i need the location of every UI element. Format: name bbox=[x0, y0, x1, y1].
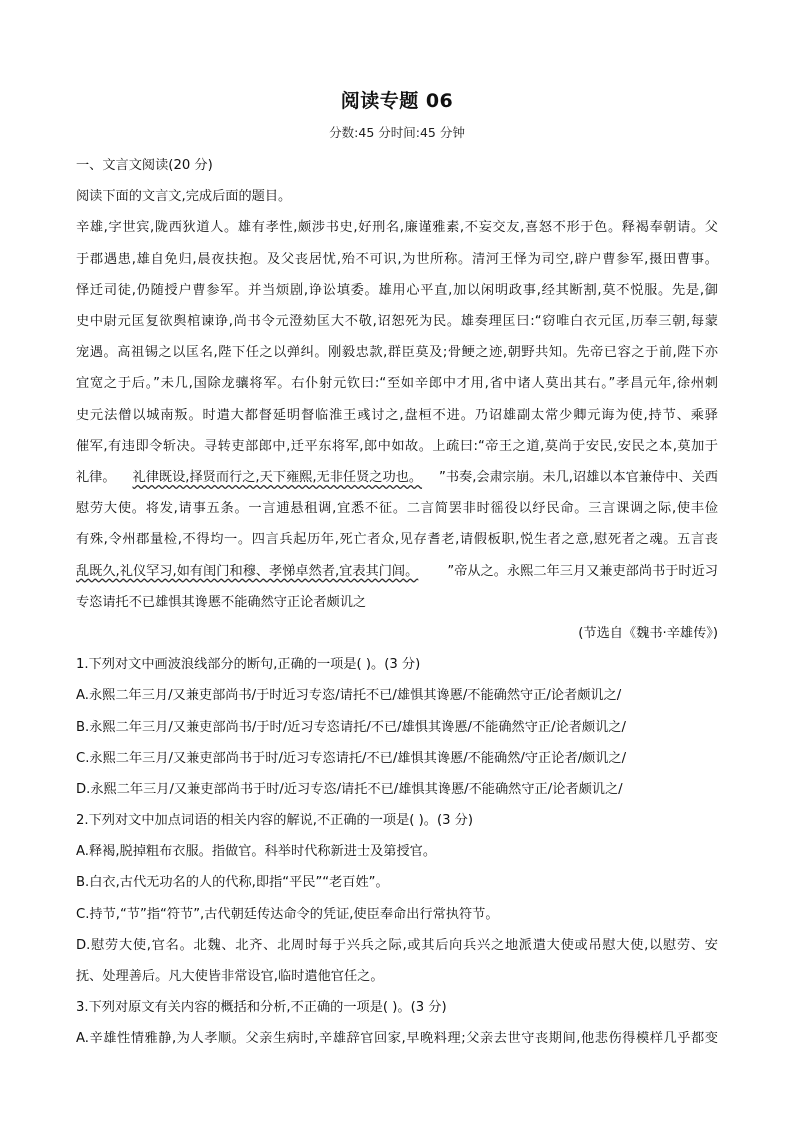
passage bbox=[76, 212, 718, 649]
question-option: A.释褐,脱掉粗布衣服。指做官。科举时代称新进士及第授官。 bbox=[76, 844, 437, 860]
passage-line: 有殊,令州郡量检,不得均一。四言兵起历年,死亡者众,见存耆老,请假板职,悦生者之意,慰死者之魂。五言丧 bbox=[76, 532, 718, 548]
score-time-info: 分数:45 分时间:45 分钟 bbox=[329, 125, 465, 140]
question-2 bbox=[76, 805, 718, 992]
question-option-continued: 抚、处理善后。凡大使皆非常设官,临时遣他官任之。 bbox=[76, 969, 384, 985]
passage-line: 宜宽之于后。”未几,国除龙骧将军。右仆射元钦曰:“至如辛郎中才用,省中诸人莫出其右。”孝昌元年,徐州刺 bbox=[76, 376, 718, 392]
passage-line: 于郡遇患,雄自免归,晨夜扶抱。及父丧居忧,殆不可识,为世所称。清河王怿为司空,辟户曹参军,摄田曹事。 bbox=[76, 251, 718, 267]
passage-line: 宠遇。高祖锡之以匡名,陛下任之以弹纠。刚毅忠款,群臣莫及;骨鲠之迹,朝野共知。先帝已容之于前,陛下亦 bbox=[76, 345, 718, 361]
passage-line: 怿迁司徒,仍随授户曹参军。并当烦剧,诤讼填委。雄用心平直,加以闲明政事,经其断割,莫不悦服。先是,御 bbox=[76, 282, 718, 298]
passage-line: 史元法僧以城南叛。时遣大都督延明督临淮王彧讨之,盘桓不进。乃诏雄副太常少卿元诲为使,持节、乘驿 bbox=[76, 407, 718, 423]
passage-line: 辛雄,字世宾,陇西狄道人。雄有孝性,颇涉书史,好刑名,廉谨雅素,不妄交友,喜怒不形于色。释褐奉朝请。父 bbox=[76, 220, 718, 236]
question-3 bbox=[76, 992, 718, 1054]
passage-line: 慰劳大使。将发,请事五条。一言逋悬租调,宜悉不征。二言简罢非时徭役以纾民命。三言课调之际,使丰俭 bbox=[76, 501, 718, 517]
passage-line bbox=[76, 462, 718, 493]
question-option: A.辛雄性情雅静,为人孝顺。父亲生病时,辛雄辞官回家,早晚料理;父亲去世守丧期间,他悲伤得模样几乎都变 bbox=[76, 1031, 718, 1047]
question-1 bbox=[76, 649, 718, 805]
question-stem: 2.下列对文中加点词语的相关内容的解说,不正确的一项是( )。(3 分) bbox=[76, 813, 474, 829]
passage-line bbox=[76, 556, 718, 587]
question-option: D.慰劳大使,官名。北魏、北齐、北周时每于兴兵之际,或其后向兵兴之地派遣大使或吊慰大使,以慰劳、安 bbox=[76, 937, 718, 953]
passage-source: (节选自《魏书·辛雄传》) bbox=[578, 625, 718, 641]
wavy-underlined-text: 礼律既设,择贤而行之,天下雍熙,无非任贤之功也。 bbox=[132, 470, 423, 485]
question-option: B.永熙二年三月/又兼吏部尚书/于时/近习专恣请托/不已/雄惧其谗慝/不能确然守正/论者颇讥之/ bbox=[76, 719, 626, 735]
section-instruction: 阅读下面的文言文,完成后面的题目。 bbox=[76, 189, 292, 205]
question-option: C.永熙二年三月/又兼吏部尚书于时/近习专恣请托/不已/雄惧其谗慝/不能确然/守正论者/颇讥之/ bbox=[76, 750, 627, 766]
passage-line: 催军,有违即令斩决。寻转吏部郎中,迁平东将军,郎中如故。上疏曰:“帝王之道,莫尚于安民,安民之本,莫加于 bbox=[76, 438, 718, 454]
question-option: A.永熙二年三月/又兼吏部尚书/于时近习专恣/请托不已/雄惧其谗慝/不能确然守正/论者颇讥之/ bbox=[76, 688, 622, 704]
passage-text: 礼律。 bbox=[76, 470, 116, 485]
passage-text: ”帝从之。永熙二年三月又兼吏部尚书于时近习 bbox=[447, 563, 718, 579]
question-option: B.白衣,古代无功名的人的代称,即指“平民”“老百姓”。 bbox=[76, 875, 389, 891]
page-title: 阅读专题 06 bbox=[340, 90, 454, 112]
document-body bbox=[76, 150, 718, 1055]
question-option: D.永熙二年三月/又兼吏部尚书于时/近习专恣/请托不已/雄惧其谗慝/不能确然守正/论者颇讥之/ bbox=[76, 781, 623, 797]
wavy-underlined-text: 乱既久,礼仪罕习,如有闺门和穆、孝悌卓然者,宜表其门闾。 bbox=[76, 563, 419, 579]
passage-line-unpunctuated: 专恣请托不已雄惧其谗慝不能确然守正论者颇讥之 bbox=[76, 594, 367, 610]
question-stem: 1.下列对文中画波浪线部分的断句,正确的一项是( )。(3 分) bbox=[76, 657, 421, 673]
document-page bbox=[76, 0, 718, 1123]
question-option: C.持节,“节”指“符节”,古代朝廷传达命令的凭证,使臣奉命出行常执符节。 bbox=[76, 906, 499, 922]
section-heading: 一、文言文阅读(20 分) bbox=[76, 158, 213, 173]
passage-line: 史中尉元匡复欲舆棺谏诤,尚书令元澄劾匡大不敬,诏恕死为民。雄奏理匡曰:“窃唯白衣元匡,历奉三朝,每蒙 bbox=[76, 313, 718, 329]
question-stem: 3.下列对原文有关内容的概括和分析,不正确的一项是( )。(3 分) bbox=[76, 1000, 447, 1016]
passage-text: ”书奏,会肃宗崩。未几,诏雄以本官兼侍中、关西 bbox=[439, 470, 718, 485]
